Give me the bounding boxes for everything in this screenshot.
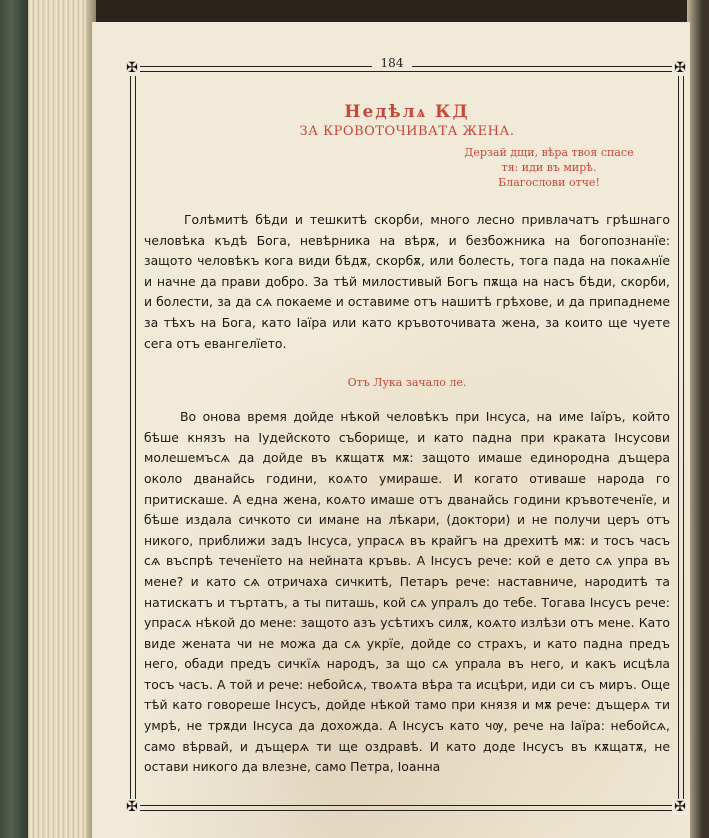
epigraph-line: Дерзай дщи, вѣра твоя спасе xyxy=(464,146,634,159)
corner-ornament-icon: ✠ xyxy=(672,60,688,76)
page-content xyxy=(144,82,670,802)
next-page-edge xyxy=(687,0,709,838)
frame-right-rule xyxy=(678,66,684,810)
epigraph-line: тя: иди въ мирѣ. xyxy=(501,161,597,174)
sermon-subtitle: ЗА КРОВОТОЧИВАТА ЖЕНА. xyxy=(299,124,515,139)
epigraph xyxy=(444,145,654,190)
book-page-edges xyxy=(0,0,96,838)
frame-bottom-rule xyxy=(130,805,682,811)
corner-ornament-icon: ✠ xyxy=(124,60,140,76)
sermon-title: Недѣлѧ КД xyxy=(344,102,470,122)
gospel-reading-heading: Отъ Лука зачало ле. xyxy=(347,376,467,390)
book-page xyxy=(92,22,690,838)
corner-ornament-icon: ✠ xyxy=(124,799,140,815)
intro-paragraph: Голѣмитѣ бѣди и тешкитѣ скорби, много лесно привлачатъ грѣшнаго человѣка къдѣ Бога, невѣрника на вѣрѫ, и безбожника на богопознанїе: защото человѣкъ кога види бѣдѫ, скорбѫ, или болесть, тога пада на покаѧнїе и начне да прави добро. За тѣй милостивый Богъ пѫща на насъ бѣди, скорби, и болести, за да сѧ покаеме и оставиме отъ нашитѣ грѣхове, и да припаднеме за тѣхъ на Бога, като Іаїра или като кръвоточивата жена, за които ще чуете сега отъ евангелїето. xyxy=(144,212,670,351)
corner-ornament-icon: ✠ xyxy=(672,799,688,815)
epigraph-line: Благослови отче! xyxy=(498,176,600,189)
book-cover-edge xyxy=(0,0,28,838)
page-number: 184 xyxy=(372,56,412,70)
gospel-paragraph: Во онова время дойде нѣкой человѣкъ при Інсуса, на име Іаїръ, който бѣше князъ на Іудейското съборище, и като падна при краката Інсусови молешемъсѧ да дойде въ кѫщатѫ мѫ: защото имаше единородна дъщера около дванайсь години, коѧто умираше. И когато отиваше народа го притискаше. А една жена, коѧто имаше отъ дванайсь години кръвотеченїе, и бѣше издала сичкото си имане на лѣкари, (доктори) и не получи церъ отъ никого, приближи задъ Інсуса, упрасѧ въ крайгъ на дрехитѣ мѫ: и тосъ часъ сѧ въспрѣ теченїето на нейната кръвь. А Інсусъ рече: кой е дето сѧ упра въ мене? и като сѧ отричаха сичкитѣ, Петаръ рече: наставниче, народитѣ та натискатъ и търтатъ, а ты питашь, кой сѧ упралъ до тебе. Тогава Інсусъ рече: упрасѧ нѣкой до мене: защото азъ усѣтихъ силѫ, коѧто излѣзи отъ мене. Като виде жената чи не можа да сѧ укрїе, дойде со страхъ, и като падна предъ него, обади предъ сичкїѧ народъ, за що сѧ упрала въ него, и какъ исцѣла тосъ часъ. А той и рече: небойсѧ, твоѧта вѣра та исцѣри, иди си съ миръ. Още тѣй като говореше Інсусъ, дойде нѣкой тамо при князя и мѫ рече: дъщерѧ ти умрѣ, не трѫди Інсуса да дохожда. А Інсусъ като чѹ, рече на Іаїра: небойсѧ, само вѣрвай, и дъщерѧ ти ще оздравѣ. И като доде Інсусъ въ кѫщатѫ, не остави никого да влезне, само Петра, Іоанна xyxy=(144,409,670,775)
frame-left-rule xyxy=(130,66,136,810)
